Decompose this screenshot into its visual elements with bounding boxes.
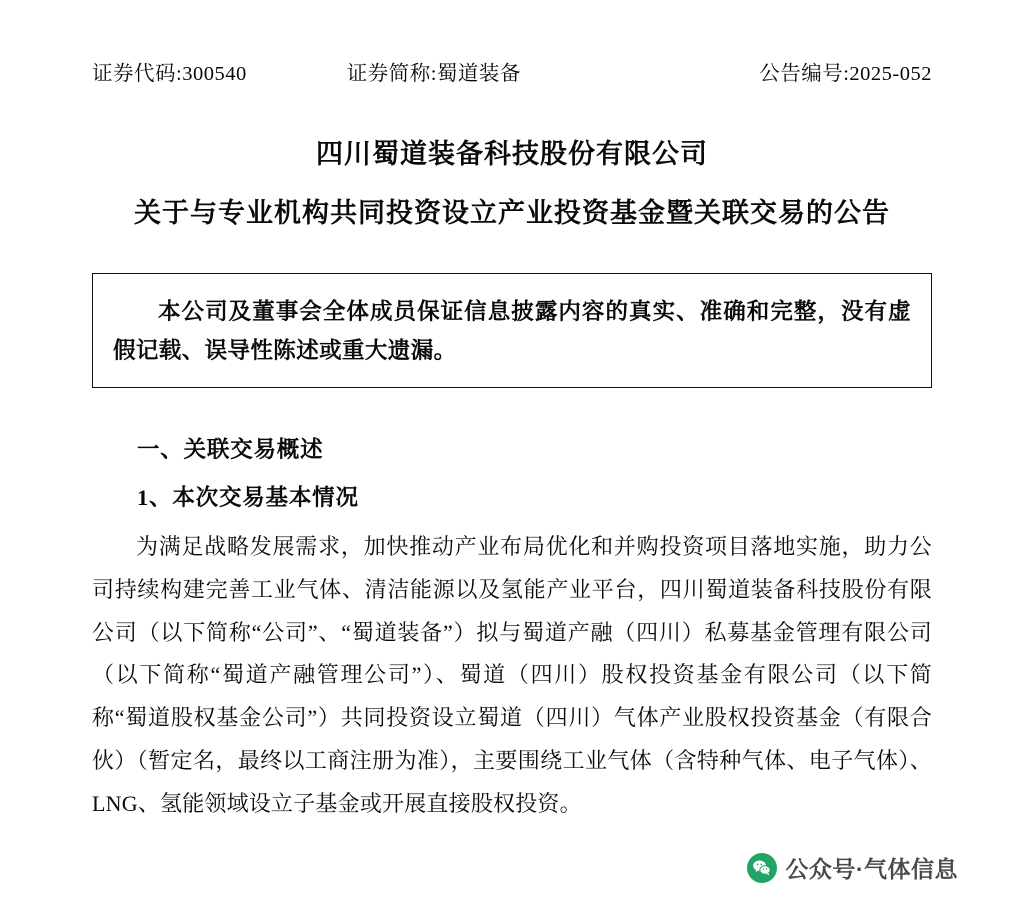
announcement-number: 公告编号:2025-052: [759, 63, 932, 85]
body-paragraph: 为满足战略发展需求，加快推动产业布局优化和并购投资项目落地实施，助力公司持续构建完善工业气体、清洁能源以及氢能产业平台，四川蜀道装备科技股份有限公司（以下简称“公司”、“蜀道装备”）拟与蜀道产融（四川）私募基金管理有限公司（以下简称“蜀道产融管理公司”）、蜀道（四川）股权投资基金有限公司（以下简称“蜀道股权基金公司”）共同投资设立蜀道（四川）气体产业股权投资基金（有限合伙）（暂定名，最终以工商注册为准），主要围绕工业气体（含特种气体、电子气体）、LNG、氢能领域设立子基金或开展直接股权投资。: [92, 533, 932, 817]
announcement-title: 关于与专业机构共同投资设立产业投资基金暨关联交易的公告: [134, 197, 890, 228]
disclosure-notice-box: [92, 273, 932, 388]
security-code: 证券代码:300540: [92, 63, 247, 85]
watermark-label: 公众号·气体信息: [785, 856, 958, 882]
section-heading-level2: 1、本次交易基本情况: [137, 484, 359, 510]
security-abbreviation: 证券简称:蜀道装备: [346, 63, 521, 85]
title-block: [92, 134, 932, 233]
wechat-icon: [747, 853, 777, 883]
document-header: [92, 56, 932, 86]
watermark: [747, 851, 958, 884]
section-heading-level1: 一、关联交易概述: [137, 436, 324, 462]
disclosure-notice-text: 本公司及董事会全体成员保证信息披露内容的真实、准确和完整，没有虚假记载、误导性陈述或重大遗漏。: [113, 299, 911, 364]
company-title: 四川蜀道装备科技股份有限公司: [316, 139, 708, 169]
